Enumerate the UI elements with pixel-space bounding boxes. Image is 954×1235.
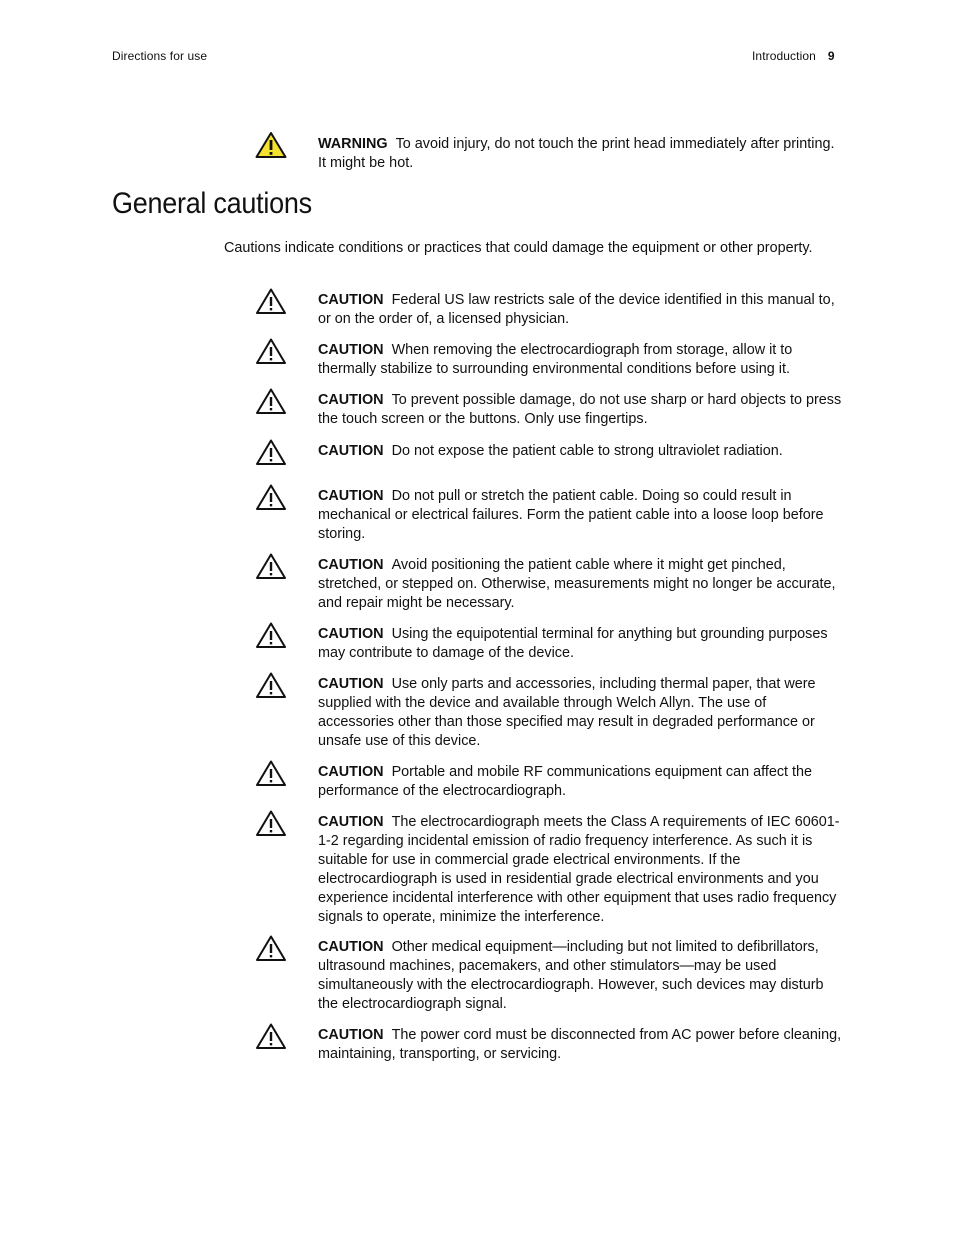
caution-item xyxy=(254,291,844,329)
caution-item xyxy=(254,487,844,544)
caution-text xyxy=(318,442,844,467)
warning-triangle-yellow-icon xyxy=(254,130,288,160)
caution-text xyxy=(318,487,844,544)
section-title: General cautions xyxy=(112,187,312,220)
warning-label: WARNING xyxy=(318,136,388,152)
caution-triangle-icon xyxy=(254,670,288,700)
caution-triangle-icon xyxy=(254,620,288,650)
caution-body: Use only parts and accessories, including thermal paper, that were supplied with the device and available through Welch Allyn. The use of accessories other than those specified may result in degraded performance or unsafe use of this device. xyxy=(318,676,816,749)
caution-label: CAUTION xyxy=(318,488,384,504)
caution-triangle-icon xyxy=(254,482,288,512)
caution-body: Using the equipotential terminal for anything but grounding purposes may contribute to damage of the device. xyxy=(318,626,828,661)
caution-triangle-icon xyxy=(254,933,288,963)
caution-text xyxy=(318,813,844,927)
caution-text xyxy=(318,556,844,613)
caution-item xyxy=(254,625,844,663)
caution-body: When removing the electrocardiograph from storage, allow it to thermally stabilize to surrounding environmental conditions before using it. xyxy=(318,342,793,377)
caution-text xyxy=(318,938,844,1014)
caution-text xyxy=(318,625,844,663)
caution-text xyxy=(318,341,844,379)
caution-triangle-icon xyxy=(254,758,288,788)
caution-item xyxy=(254,938,844,1014)
caution-body: Do not pull or stretch the patient cable. Doing so could result in mechanical or electrical failures. Form the patient cable into a loose loop before storing. xyxy=(318,488,824,542)
caution-label: CAUTION xyxy=(318,443,384,459)
caution-body: Portable and mobile RF communications equipment can affect the performance of the electrocardiograph. xyxy=(318,764,813,799)
section-intro: Cautions indicate conditions or practices that could damage the equipment or other property. xyxy=(224,240,813,256)
caution-text xyxy=(318,291,844,329)
caution-text xyxy=(318,763,844,801)
caution-label: CAUTION xyxy=(318,626,384,642)
caution-text xyxy=(318,675,844,751)
caution-label: CAUTION xyxy=(318,676,384,692)
caution-label: CAUTION xyxy=(318,292,384,308)
caution-label: CAUTION xyxy=(318,814,384,830)
caution-label: CAUTION xyxy=(318,1027,384,1043)
caution-text xyxy=(318,1026,844,1064)
warning-notice xyxy=(254,135,844,173)
header-section xyxy=(752,49,835,63)
document-title: Directions for use xyxy=(112,49,208,63)
caution-triangle-icon xyxy=(254,808,288,838)
caution-triangle-icon xyxy=(254,286,288,316)
caution-triangle-icon xyxy=(254,386,288,416)
caution-item xyxy=(254,763,844,801)
caution-item xyxy=(254,391,844,429)
caution-body: The power cord must be disconnected from AC power before cleaning, maintaining, transporting, or servicing. xyxy=(318,1027,842,1062)
caution-body: To prevent possible damage, do not use sharp or hard objects to press the touch screen or the buttons. Only use fingertips. xyxy=(318,392,842,427)
caution-label: CAUTION xyxy=(318,557,384,573)
caution-item xyxy=(254,556,844,613)
caution-label: CAUTION xyxy=(318,342,384,358)
caution-label: CAUTION xyxy=(318,764,384,780)
caution-triangle-icon xyxy=(254,1021,288,1051)
caution-item xyxy=(254,442,844,467)
page-number: 9 xyxy=(827,49,835,63)
caution-item xyxy=(254,341,844,379)
caution-text xyxy=(318,391,844,429)
caution-item xyxy=(254,1026,844,1064)
caution-body: Do not expose the patient cable to strong ultraviolet radiation. xyxy=(391,443,783,459)
caution-label: CAUTION xyxy=(318,939,384,955)
caution-item xyxy=(254,675,844,751)
caution-body: Federal US law restricts sale of the device identified in this manual to, or on the order of, a licensed physician. xyxy=(318,292,835,327)
warning-text xyxy=(318,135,844,173)
caution-label: CAUTION xyxy=(318,392,384,408)
caution-triangle-icon xyxy=(254,551,288,581)
header-section-name: Introduction xyxy=(752,49,816,63)
caution-body: The electrocardiograph meets the Class A requirements of IEC 60601-1-2 regarding incidental emission of radio frequency interference. As such it is suitable for use in commercial grade electrical environments. If the electrocardiograph is used in residential grade electrical environments and you experience incidental interference with other equipment that uses radio frequency signals to operate, minimize the interference. xyxy=(318,814,840,925)
caution-triangle-icon xyxy=(254,437,288,467)
caution-item xyxy=(254,813,844,927)
caution-body: Avoid positioning the patient cable where it might get pinched, stretched, or stepped on. Otherwise, measurements might no longer be accurate, and repair might be necessary. xyxy=(318,557,836,611)
caution-body: Other medical equipment—including but not limited to defibrillators, ultrasound machines, pacemakers, and other stimulators—may be used simultaneously with the electrocardiograph. However, such devices may disturb the electrocardiograph signal. xyxy=(318,939,824,1012)
caution-triangle-icon xyxy=(254,336,288,366)
warning-body: To avoid injury, do not touch the print head immediately after printing. It might be hot. xyxy=(318,136,835,171)
